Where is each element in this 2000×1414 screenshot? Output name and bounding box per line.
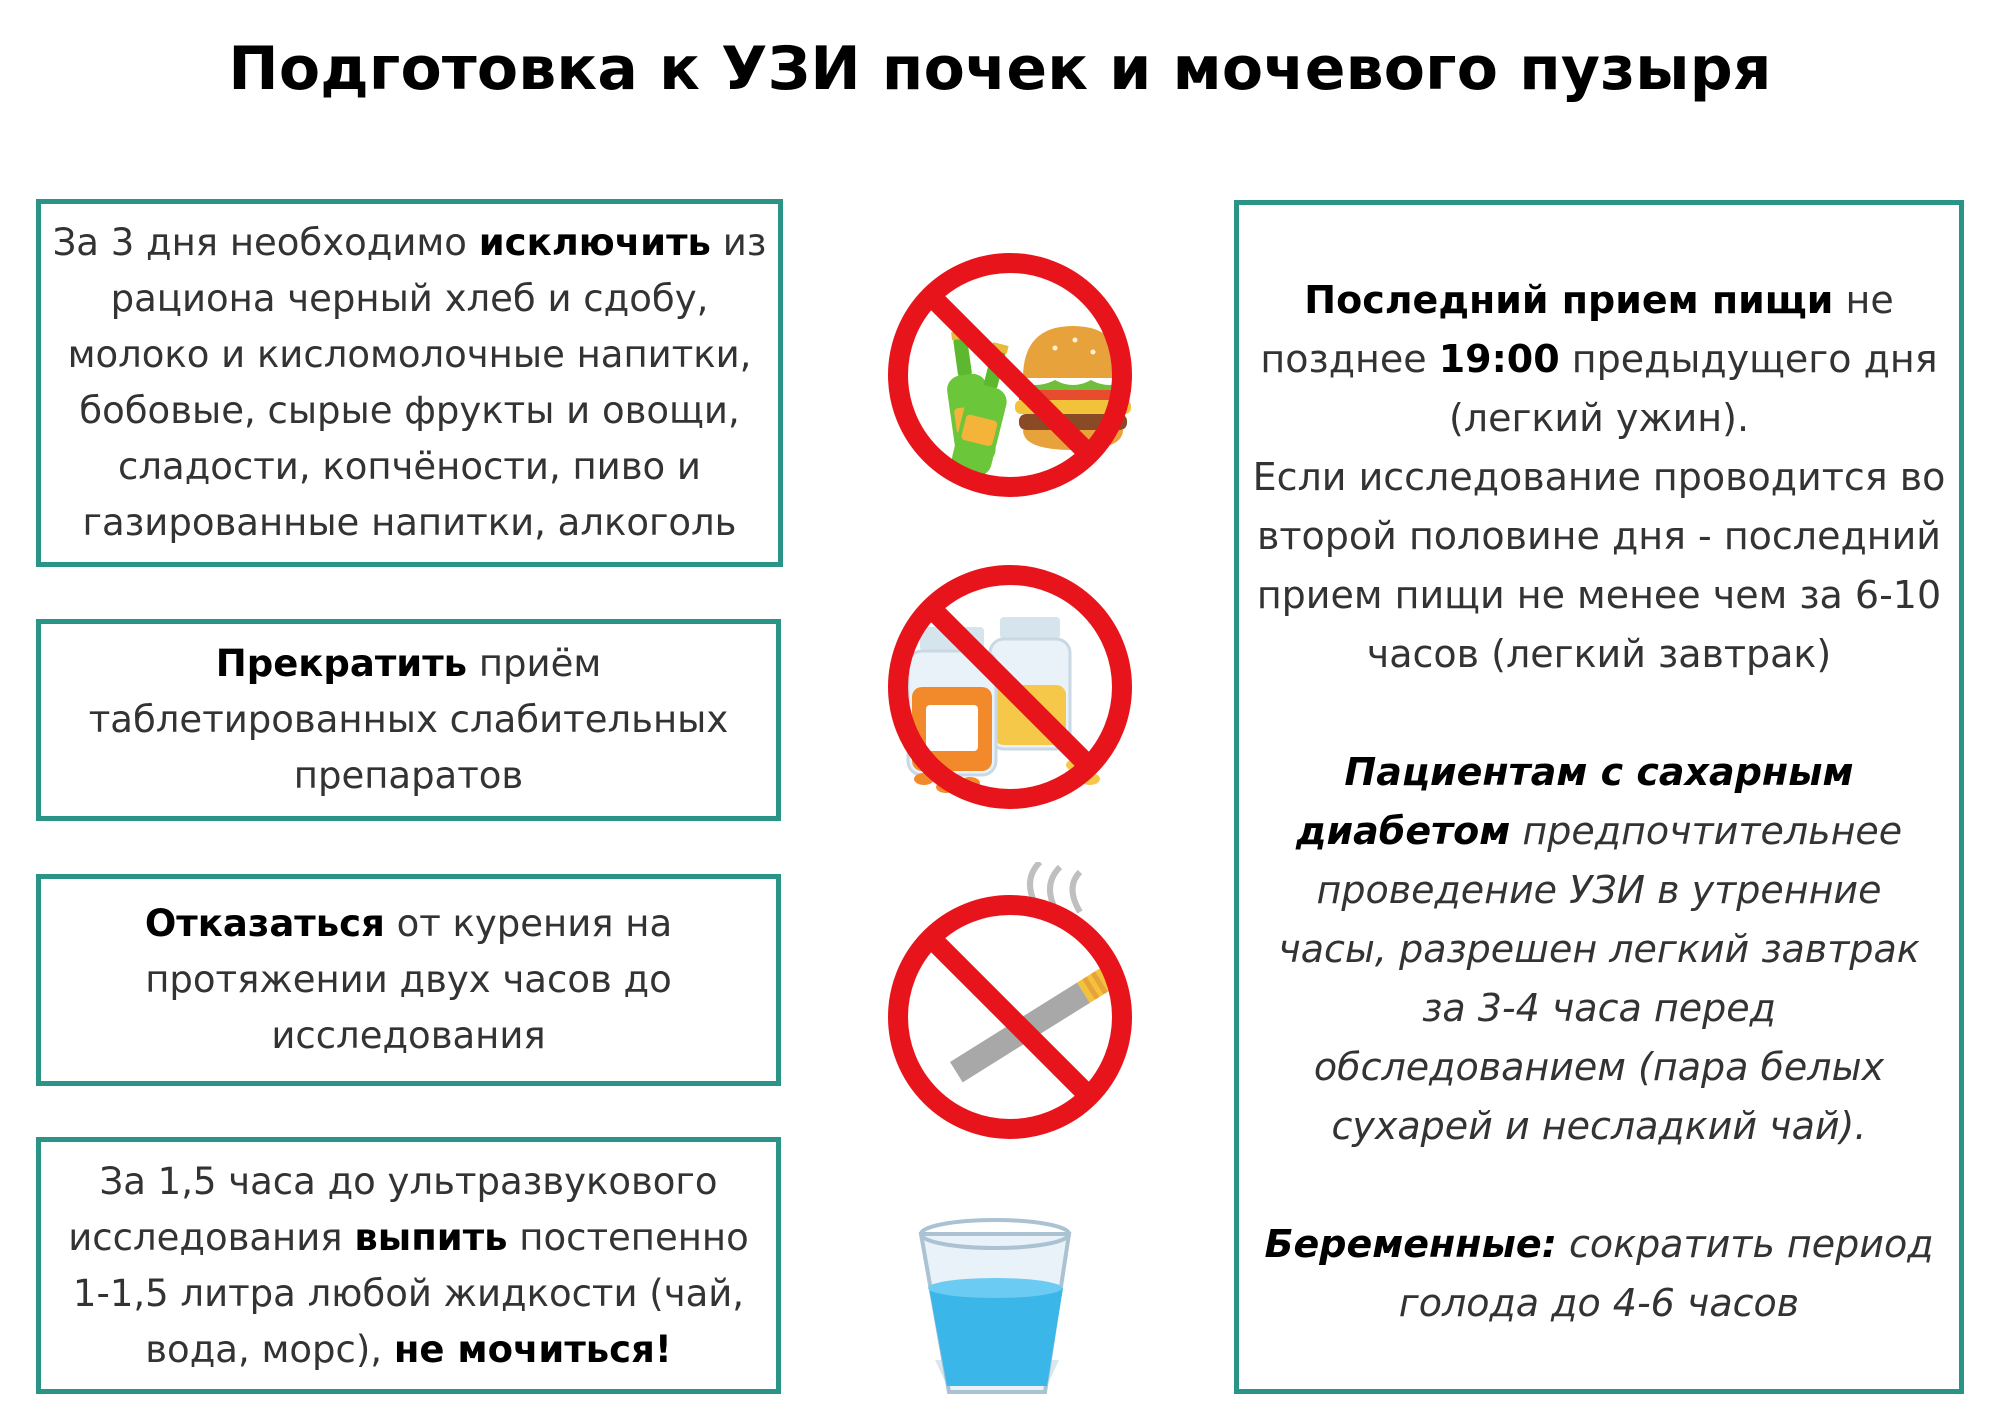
drinking-text: За 1,5 часа до ультразвукового исследования выпить постепенно 1-1,5 литра любой жидкости (чай, вода, морс), не мочиться!: [68, 1159, 749, 1371]
no-smoking-icon: [880, 862, 1140, 1142]
diet-restriction-box: [36, 199, 783, 567]
afternoon-text: Если исследование проводится во второй половине дня - последний прием пищи не менее чем за 6-10 часов (легкий завтрак): [1252, 455, 1946, 676]
meal-info-box: [1234, 200, 1964, 1394]
diabetes-text: Пациентам с сахарным диабетом предпочтительнее проведение УЗИ в утренние часы, разрешен легкий завтрак за 3-4 часа перед обследованием (пара белых сухарей и несладкий чай).: [1278, 750, 1920, 1148]
last-meal-text: Последний прием пищи не позднее 19:00 предыдущего дня (легкий ужин).: [1260, 278, 1938, 440]
laxatives-box: [36, 619, 781, 821]
diet-restriction-text: За 3 дня необходимо исключить из рациона черный хлеб и сдобу, молоко и кисломолочные напитки, бобовые, сырые фрукты и овощи, сладости, копчёности, пиво и газированные напитки, алкоголь: [52, 221, 767, 544]
page-title: Подготовка к УЗИ почек и мочевого пузыря: [228, 34, 1772, 104]
pregnant-text: Беременные: сократить период голода до 4-6 часов: [1264, 1222, 1934, 1325]
drinking-box: [36, 1137, 781, 1394]
smoking-box: [36, 874, 781, 1086]
no-food-alcohol-icon: [880, 245, 1140, 505]
no-pills-icon: [880, 557, 1140, 817]
laxatives-text: Прекратить приём таблетированных слабительных препаратов: [88, 642, 729, 797]
water-glass-icon: [895, 1180, 1095, 1410]
smoking-text: Отказаться от курения на протяжении двух часов до исследования: [144, 902, 673, 1057]
